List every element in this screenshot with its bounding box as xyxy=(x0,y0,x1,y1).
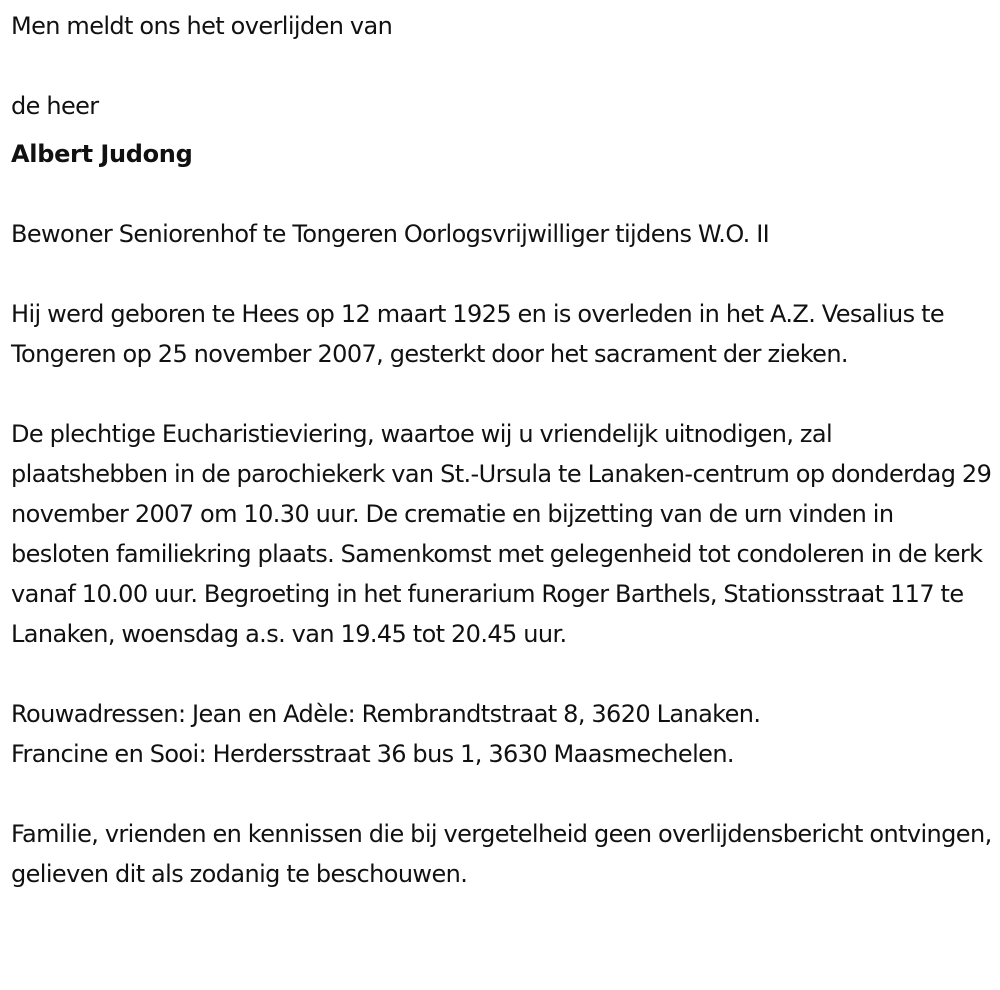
spacer xyxy=(11,374,995,414)
deceased-name: Albert Judong xyxy=(11,140,193,168)
address-line: Rouwadressen: Jean en Adèle: Rembrandtstraat 8, 3620 Lanaken. xyxy=(11,700,761,728)
spacer xyxy=(11,774,995,814)
spacer xyxy=(11,654,995,694)
ceremony-paragraph: De plechtige Eucharistieviering, waartoe wij u vriendelijk uitnodigen, zal plaatshebben in de parochiekerk van St.-Ursula te Lanaken-centrum op donderdag 29 november 2007 om 10.30 uur. De crematie en bijzetting van de urn vinden in besloten familiekring plaats. Samenkomst met gelegenheid tot condoleren in de kerk vanaf 10.00 uur. Begroeting in het funerarium Roger Barthels, Stationsstraat 117 te Lanaken, woensdag a.s. van 19.45 tot 20.45 uur. xyxy=(11,420,992,648)
address-line: Francine en Sooi: Herdersstraat 36 bus 1, 3630 Maasmechelen. xyxy=(11,740,734,768)
salutation: de heer xyxy=(11,92,99,120)
spacer xyxy=(11,46,995,86)
closing-paragraph: Familie, vrienden en kennissen die bij vergetelheid geen overlijdensbericht ontvingen, gelieven dit als zodanig te beschouwen. xyxy=(11,820,992,888)
spacer xyxy=(11,174,995,214)
spacer xyxy=(11,254,995,294)
birth-death-paragraph: Hij werd geboren te Hees op 12 maart 1925 en is overleden in het A.Z. Vesalius te Tongeren op 25 november 2007, gesterkt door het sacrament der zieken. xyxy=(11,300,945,368)
intro-text: Men meldt ons het overlijden van xyxy=(11,12,393,40)
obituary-notice xyxy=(11,6,995,894)
spacer xyxy=(11,126,995,134)
description-text: Bewoner Seniorenhof te Tongeren Oorlogsvrijwilliger tijdens W.O. II xyxy=(11,220,770,248)
